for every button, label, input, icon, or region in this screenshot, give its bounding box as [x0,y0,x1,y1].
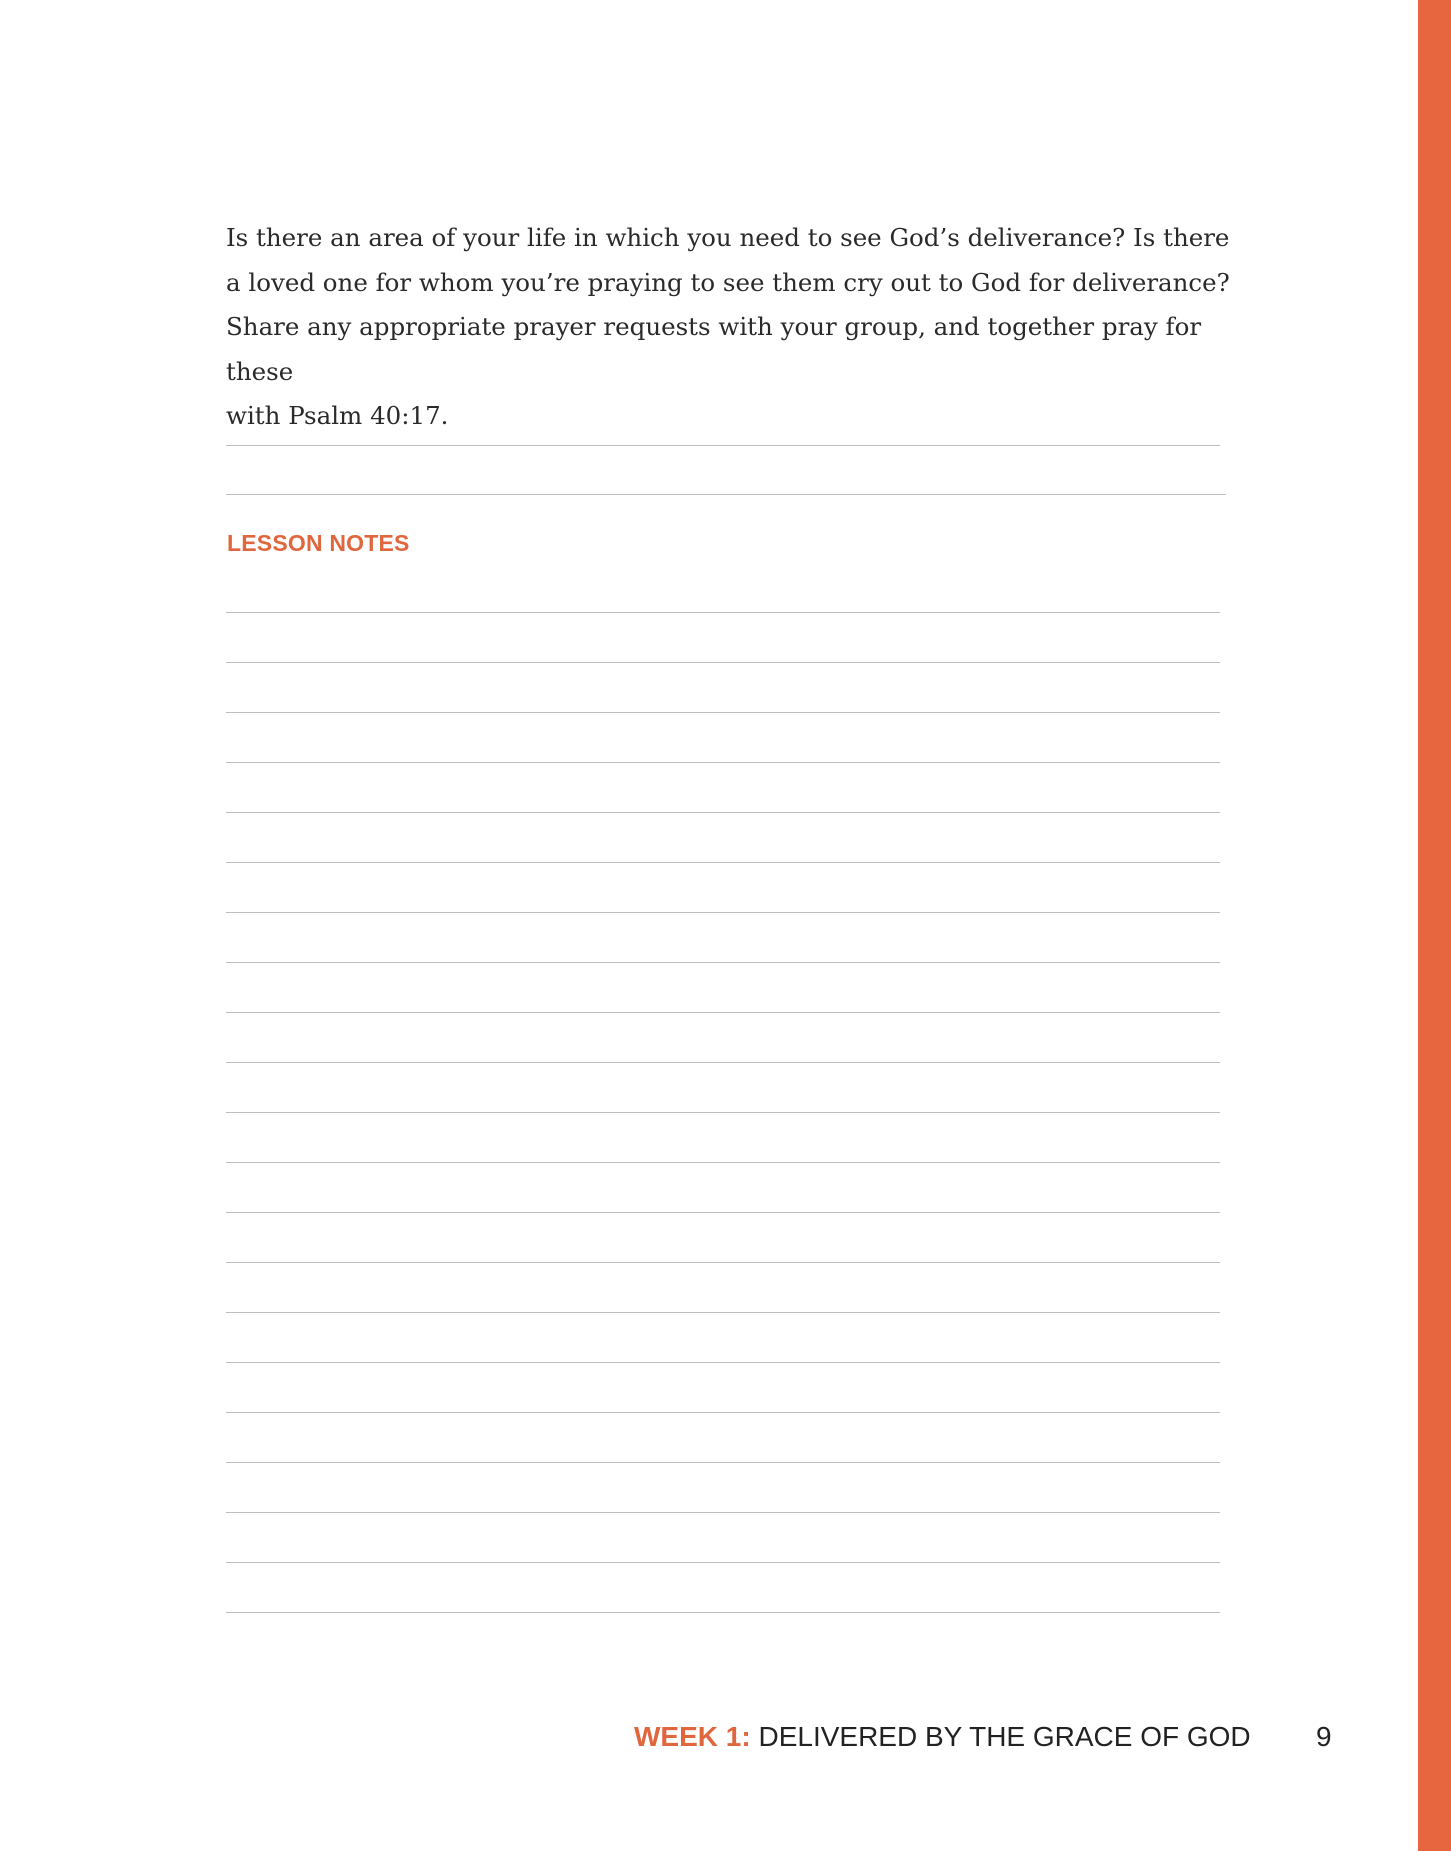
accent-side-bar [1418,0,1451,1851]
notes-writing-line[interactable] [226,862,1220,863]
lesson-notes-heading: LESSON NOTES [227,530,410,556]
notes-writing-line[interactable] [226,962,1220,963]
notes-writing-line[interactable] [226,1062,1220,1063]
notes-writing-line[interactable] [226,1012,1220,1013]
notes-writing-line[interactable] [226,1362,1220,1363]
notes-writing-line[interactable] [226,1562,1220,1563]
notes-writing-line[interactable] [226,1112,1220,1113]
notes-writing-line[interactable] [226,712,1220,713]
week-title: DELIVERED BY THE GRACE OF GOD [758,1721,1251,1752]
prompt-line: a loved one for whom you’re praying to see them cry out to God for deliverance? [226,267,1230,297]
reflection-prompt [226,216,1236,439]
notes-writing-line[interactable] [226,1512,1220,1513]
notes-writing-line[interactable] [226,662,1220,663]
answer-writing-line[interactable] [226,494,1226,495]
running-footer [634,1721,1251,1753]
prompt-line: with Psalm 40:17. [226,401,449,430]
prompt-line: Is there an area of your life in which you need to see God’s deliverance? Is there [226,223,1230,252]
notes-writing-line[interactable] [226,1412,1220,1413]
prompt-line: Share any appropriate prayer requests with your group, and together pray for these [226,312,1202,386]
notes-writing-line[interactable] [226,812,1220,813]
notes-writing-line[interactable] [226,1462,1220,1463]
notes-writing-line[interactable] [226,612,1220,613]
answer-writing-line[interactable] [226,445,1220,446]
notes-writing-line[interactable] [226,1262,1220,1263]
week-label: WEEK 1: [634,1721,751,1752]
notes-writing-line[interactable] [226,762,1220,763]
notes-writing-line[interactable] [226,1312,1220,1313]
notes-writing-line[interactable] [226,1212,1220,1213]
notes-writing-line[interactable] [226,912,1220,913]
notes-writing-line[interactable] [226,1612,1220,1613]
page-number: 9 [1316,1721,1332,1752]
notes-writing-line[interactable] [226,1162,1220,1163]
